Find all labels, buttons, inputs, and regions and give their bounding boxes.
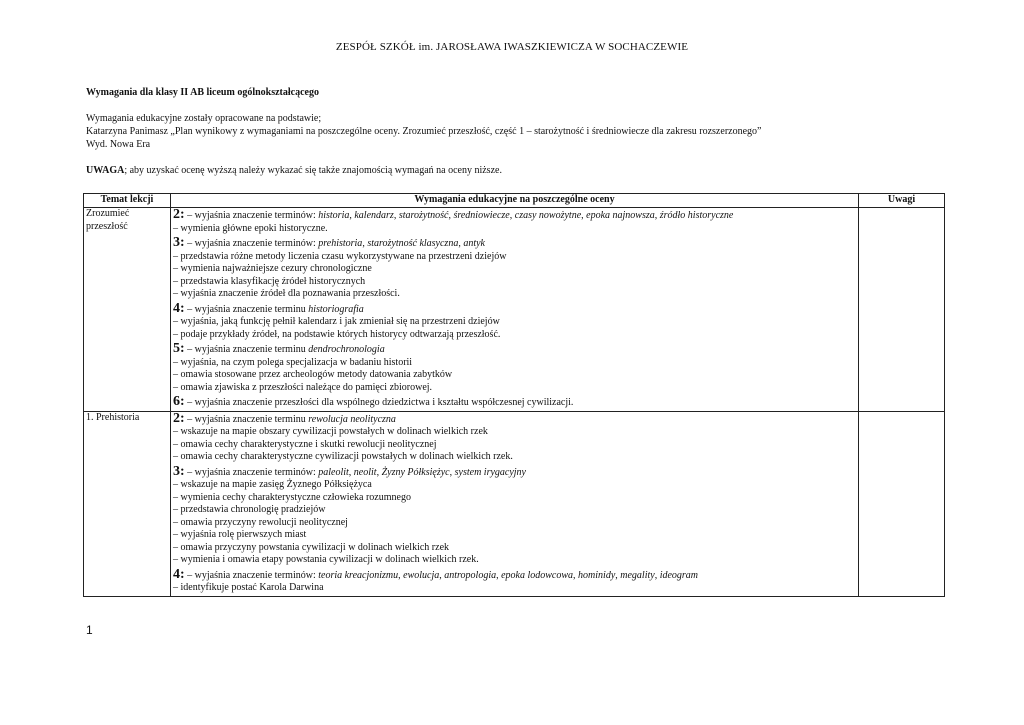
term: starożytność klasyczna bbox=[367, 238, 459, 249]
term: starożytność bbox=[398, 210, 449, 221]
uwaga-text: ; aby uzyskać ocenę wyższą należy wykazać się także znajomością wymagań na oceny niższe. bbox=[124, 165, 502, 176]
requirement-line: – wymienia najważniejsze cezury chronologiczne bbox=[173, 263, 372, 274]
text-part: – wyjaśnia znaczenie terminów: bbox=[187, 238, 319, 249]
text-part: , bbox=[458, 238, 464, 249]
text-part: , bbox=[496, 569, 502, 581]
term: kalendarz bbox=[354, 210, 394, 221]
table-header-row bbox=[84, 194, 945, 208]
grade-heading-line bbox=[173, 395, 856, 410]
text-part: , bbox=[448, 210, 454, 221]
grade-block bbox=[173, 302, 856, 342]
table-row bbox=[84, 208, 945, 412]
grade-level: 4: bbox=[173, 566, 185, 582]
text-part: – wyjaśnia znaczenie terminów: bbox=[187, 466, 319, 478]
uwaga-label: UWAGA bbox=[86, 165, 125, 176]
text-part: – wyjaśnia znaczenie terminu bbox=[187, 303, 309, 315]
requirement-line: – wymienia cechy charakterystyczne człowieka rozumnego bbox=[173, 491, 411, 503]
grade-block bbox=[173, 342, 856, 394]
grade-level: 3: bbox=[173, 463, 185, 479]
text-part: , bbox=[439, 569, 445, 581]
grade-block bbox=[173, 412, 856, 464]
requirements-cell bbox=[171, 411, 859, 596]
term: źródło historyczne bbox=[659, 210, 734, 221]
requirement-line: – podaje przykłady źródeł, na podstawie których historycy odtwarzają przeszłość. bbox=[173, 328, 501, 340]
term: epoka lodowcowa bbox=[501, 569, 574, 581]
term: Żyzny Półksiężyc bbox=[381, 466, 450, 478]
lesson-topic-cell: Zrozumieć przeszłość bbox=[84, 208, 171, 412]
requirement-line: – wyjaśnia rolę pierwszych miast bbox=[173, 529, 307, 540]
text-part: – wyjaśnia znaczenie przeszłości dla wspólnego dziedzictwa i kształtu współczesnej cywilizacji. bbox=[187, 397, 574, 408]
requirement-line: – omawia przyczyny powstania cywilizacji w dolinach wielkich rzek bbox=[173, 541, 450, 553]
grade-heading-line bbox=[173, 465, 856, 480]
requirement-line: – przedstawia klasyfikację źródeł historycznych bbox=[173, 275, 366, 287]
requirements-cell bbox=[171, 208, 859, 412]
requirement-line: – przedstawia różne metody liczenia czasu wykorzystywane na przestrzeni dziejów bbox=[173, 250, 507, 262]
text-part: , bbox=[349, 210, 355, 221]
page-number: 1 bbox=[86, 623, 93, 637]
requirement-line: – przedstawia chronologię pradziejów bbox=[173, 504, 326, 515]
text-part: , bbox=[398, 569, 404, 581]
requirement-line: – wskazuje na mapie zasięg Żyznego Półksiężyca bbox=[173, 479, 372, 490]
term: hominidy bbox=[578, 569, 616, 581]
term: neolit bbox=[353, 466, 377, 478]
grade-block bbox=[173, 236, 856, 301]
requirement-line: – omawia przyczyny rewolucji neolitycznej bbox=[173, 516, 348, 528]
uwaga-note bbox=[86, 164, 946, 177]
text-part: – wyjaśnia znaczenie terminów: bbox=[187, 569, 319, 581]
grade-block bbox=[173, 208, 856, 235]
grade-heading-line bbox=[173, 568, 856, 583]
text-part: , bbox=[573, 569, 579, 581]
text-part: , bbox=[348, 466, 354, 478]
text-part: , bbox=[362, 238, 368, 249]
grade-heading-line bbox=[173, 342, 856, 357]
term: dendrochronologia bbox=[308, 344, 385, 355]
term: teoria kreacjonizmu bbox=[318, 569, 399, 581]
intro-line-1: Wymagania edukacyjne zostały opracowane na podstawie; bbox=[86, 113, 322, 124]
text-part: , bbox=[654, 569, 660, 581]
requirement-line: – omawia cechy charakterystyczne cywilizacji powstałych w dolinach wielkich rzek. bbox=[173, 451, 513, 462]
term: średniowiecze bbox=[453, 210, 510, 221]
grade-level: 5: bbox=[173, 341, 185, 356]
header-notes: Uwagi bbox=[859, 194, 945, 208]
grade-heading-line bbox=[173, 412, 856, 427]
requirement-line: – wyjaśnia, na czym polega specjalizacja w badaniu historii bbox=[173, 356, 413, 368]
intro-line-3: Wyd. Nowa Era bbox=[86, 139, 151, 150]
text-part: – wyjaśnia znaczenie terminu bbox=[187, 344, 309, 355]
term: historia bbox=[318, 210, 350, 221]
grade-heading-line bbox=[173, 236, 856, 251]
header-requirements: Wymagania edukacyjne na poszczególne oceny bbox=[171, 194, 859, 208]
term: czasy nowożytne bbox=[514, 210, 582, 221]
grade-block bbox=[173, 465, 856, 567]
term: epoka najnowsza bbox=[586, 210, 655, 221]
requirements-table bbox=[83, 193, 945, 597]
intro-line-2: Katarzyna Panimasz „Plan wynikowy z wymaganiami na poszczególne oceny. Zrozumieć przeszłość, część 1 – starożytność i średniowiecze dla zakresu rozszerzonego” bbox=[86, 126, 762, 137]
requirement-line: – wyjaśnia, jaką funkcję pełnił kalendarz i jak zmieniał się na przestrzeni dziejów bbox=[173, 316, 500, 327]
grade-level: 2: bbox=[173, 410, 185, 426]
term: system irygacyjny bbox=[454, 466, 526, 478]
requirement-line: – omawia stosowane przez archeologów metody datowania zabytków bbox=[173, 369, 453, 380]
text-part: – wyjaśnia znaczenie terminów: bbox=[187, 210, 319, 221]
grade-level: 3: bbox=[173, 235, 185, 250]
text-part: , bbox=[393, 210, 399, 221]
term: ideogram bbox=[659, 569, 699, 581]
document-title: Wymagania dla klasy II AB liceum ogólnokształcącego bbox=[86, 87, 319, 98]
requirement-line: – wyjaśnia znaczenie źródeł dla poznawania przeszłości. bbox=[173, 288, 400, 299]
requirement-line: – identyfikuje postać Karola Darwina bbox=[173, 582, 324, 593]
grade-block bbox=[173, 395, 856, 410]
text-part: , bbox=[581, 210, 587, 221]
term: antropologia bbox=[444, 569, 497, 581]
requirement-line: – wymienia główne epoki historyczne. bbox=[173, 222, 328, 234]
header-topic: Temat lekcji bbox=[84, 194, 171, 208]
table-row bbox=[84, 411, 945, 596]
text-part: , bbox=[615, 569, 621, 581]
term: paleolit bbox=[318, 466, 349, 478]
grade-heading-line bbox=[173, 208, 856, 223]
requirement-line: – wymienia i omawia etapy powstania cywilizacji w dolinach wielkich rzek. bbox=[173, 554, 479, 565]
text-part: , bbox=[654, 210, 660, 221]
text-part: , bbox=[449, 466, 455, 478]
requirement-line: – omawia cechy charakterystyczne i skutki rewolucji neolitycznej bbox=[173, 438, 437, 450]
table-body bbox=[84, 208, 945, 597]
notes-cell bbox=[859, 208, 945, 412]
term: prehistoria bbox=[318, 238, 363, 249]
term: historiografia bbox=[308, 303, 364, 315]
grade-block bbox=[173, 568, 856, 595]
grade-level: 2: bbox=[173, 207, 185, 222]
term: megality bbox=[620, 569, 655, 581]
text-part: , bbox=[376, 466, 382, 478]
lesson-topic-cell: 1. Prehistoria bbox=[84, 411, 171, 596]
text-part: , bbox=[509, 210, 515, 221]
term: ewolucja bbox=[403, 569, 440, 581]
grade-heading-line bbox=[173, 302, 856, 317]
term: antyk bbox=[463, 238, 485, 249]
requirement-line: – omawia zjawiska z przeszłości należące do pamięci zbiorowej. bbox=[173, 381, 433, 393]
intro-section bbox=[86, 86, 946, 177]
grade-level: 4: bbox=[173, 300, 185, 316]
notes-cell bbox=[859, 411, 945, 596]
text-part: – wyjaśnia znaczenie terminu bbox=[187, 413, 309, 425]
grade-level: 6: bbox=[173, 394, 185, 409]
term: rewolucja neolityczna bbox=[308, 413, 396, 425]
school-header: ZESPÓŁ SZKÓŁ im. JAROSŁAWA IWASZKIEWICZA W SOCHACZEWIE bbox=[335, 41, 689, 53]
requirement-line: – wskazuje na mapie obszary cywilizacji powstałych w dolinach wielkich rzek bbox=[173, 426, 488, 437]
